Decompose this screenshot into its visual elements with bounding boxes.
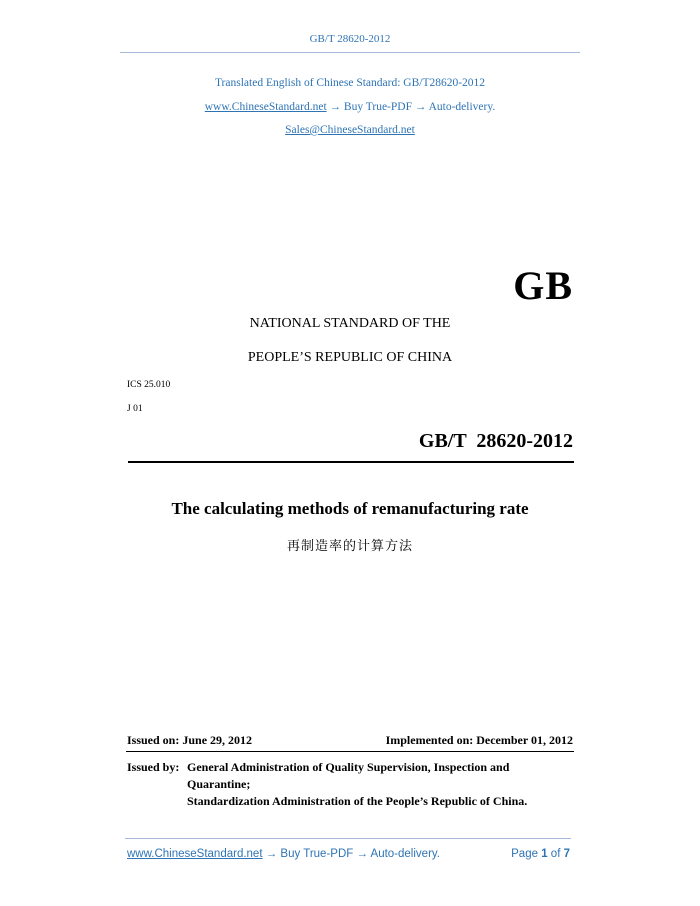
- banner-translation-line: Translated English of Chinese Standard: GB/T28620-2012: [214, 77, 486, 89]
- banner-email-link[interactable]: Sales@ChineseStandard.net: [285, 124, 415, 136]
- gb-mark: GB: [513, 263, 573, 308]
- standard-number: GB/T 28620-2012: [418, 430, 573, 452]
- national-standard-line-1: NATIONAL STANDARD OF THE: [249, 316, 451, 331]
- banner-purchase-line: [0, 101, 700, 113]
- page-indicator: [511, 848, 570, 860]
- page-current: 1: [541, 848, 548, 860]
- page-of: of: [550, 848, 561, 860]
- ccs-code: J 01: [127, 404, 143, 414]
- issued-by-line-1: General Administration of Quality Supervision, Inspection and: [187, 760, 510, 774]
- ics-code: ICS 25.010: [127, 380, 171, 390]
- issued-on-date: Issued on: June 29, 2012: [127, 733, 253, 747]
- banner-site-link[interactable]: www.ChineseStandard.net: [204, 101, 327, 113]
- page-label: Page: [511, 848, 538, 860]
- page-total: 7: [563, 848, 570, 860]
- header-divider: [120, 52, 580, 53]
- issued-by-block: [127, 759, 577, 810]
- footer-purchase-text: → Buy True-PDF → Auto-delivery.: [262, 848, 440, 860]
- issued-by-line-3: Standardization Administration of the People’s Republic of China.: [187, 794, 528, 808]
- banner-email-line: [0, 124, 700, 136]
- implemented-on-date: Implemented on: December 01, 2012: [385, 733, 573, 747]
- header-doc-code: GB/T 28620-2012: [309, 33, 391, 45]
- standard-number-rule: [128, 461, 574, 463]
- issued-by-label: Issued by:: [127, 760, 180, 774]
- footer-site-link[interactable]: www.ChineseStandard.net: [127, 848, 263, 860]
- footer-purchase-line: [127, 848, 440, 860]
- footer-divider: [125, 838, 571, 839]
- document-title-chinese: 再制造率的计算方法: [286, 539, 413, 554]
- banner-purchase-text: → Buy True-PDF → Auto-delivery.: [326, 101, 496, 113]
- document-title-english: The calculating methods of remanufacturing rate: [171, 499, 529, 518]
- dates-divider: [126, 751, 574, 752]
- national-standard-line-2: PEOPLE’S REPUBLIC OF CHINA: [247, 350, 453, 365]
- issued-by-line-2: Quarantine;: [187, 777, 251, 791]
